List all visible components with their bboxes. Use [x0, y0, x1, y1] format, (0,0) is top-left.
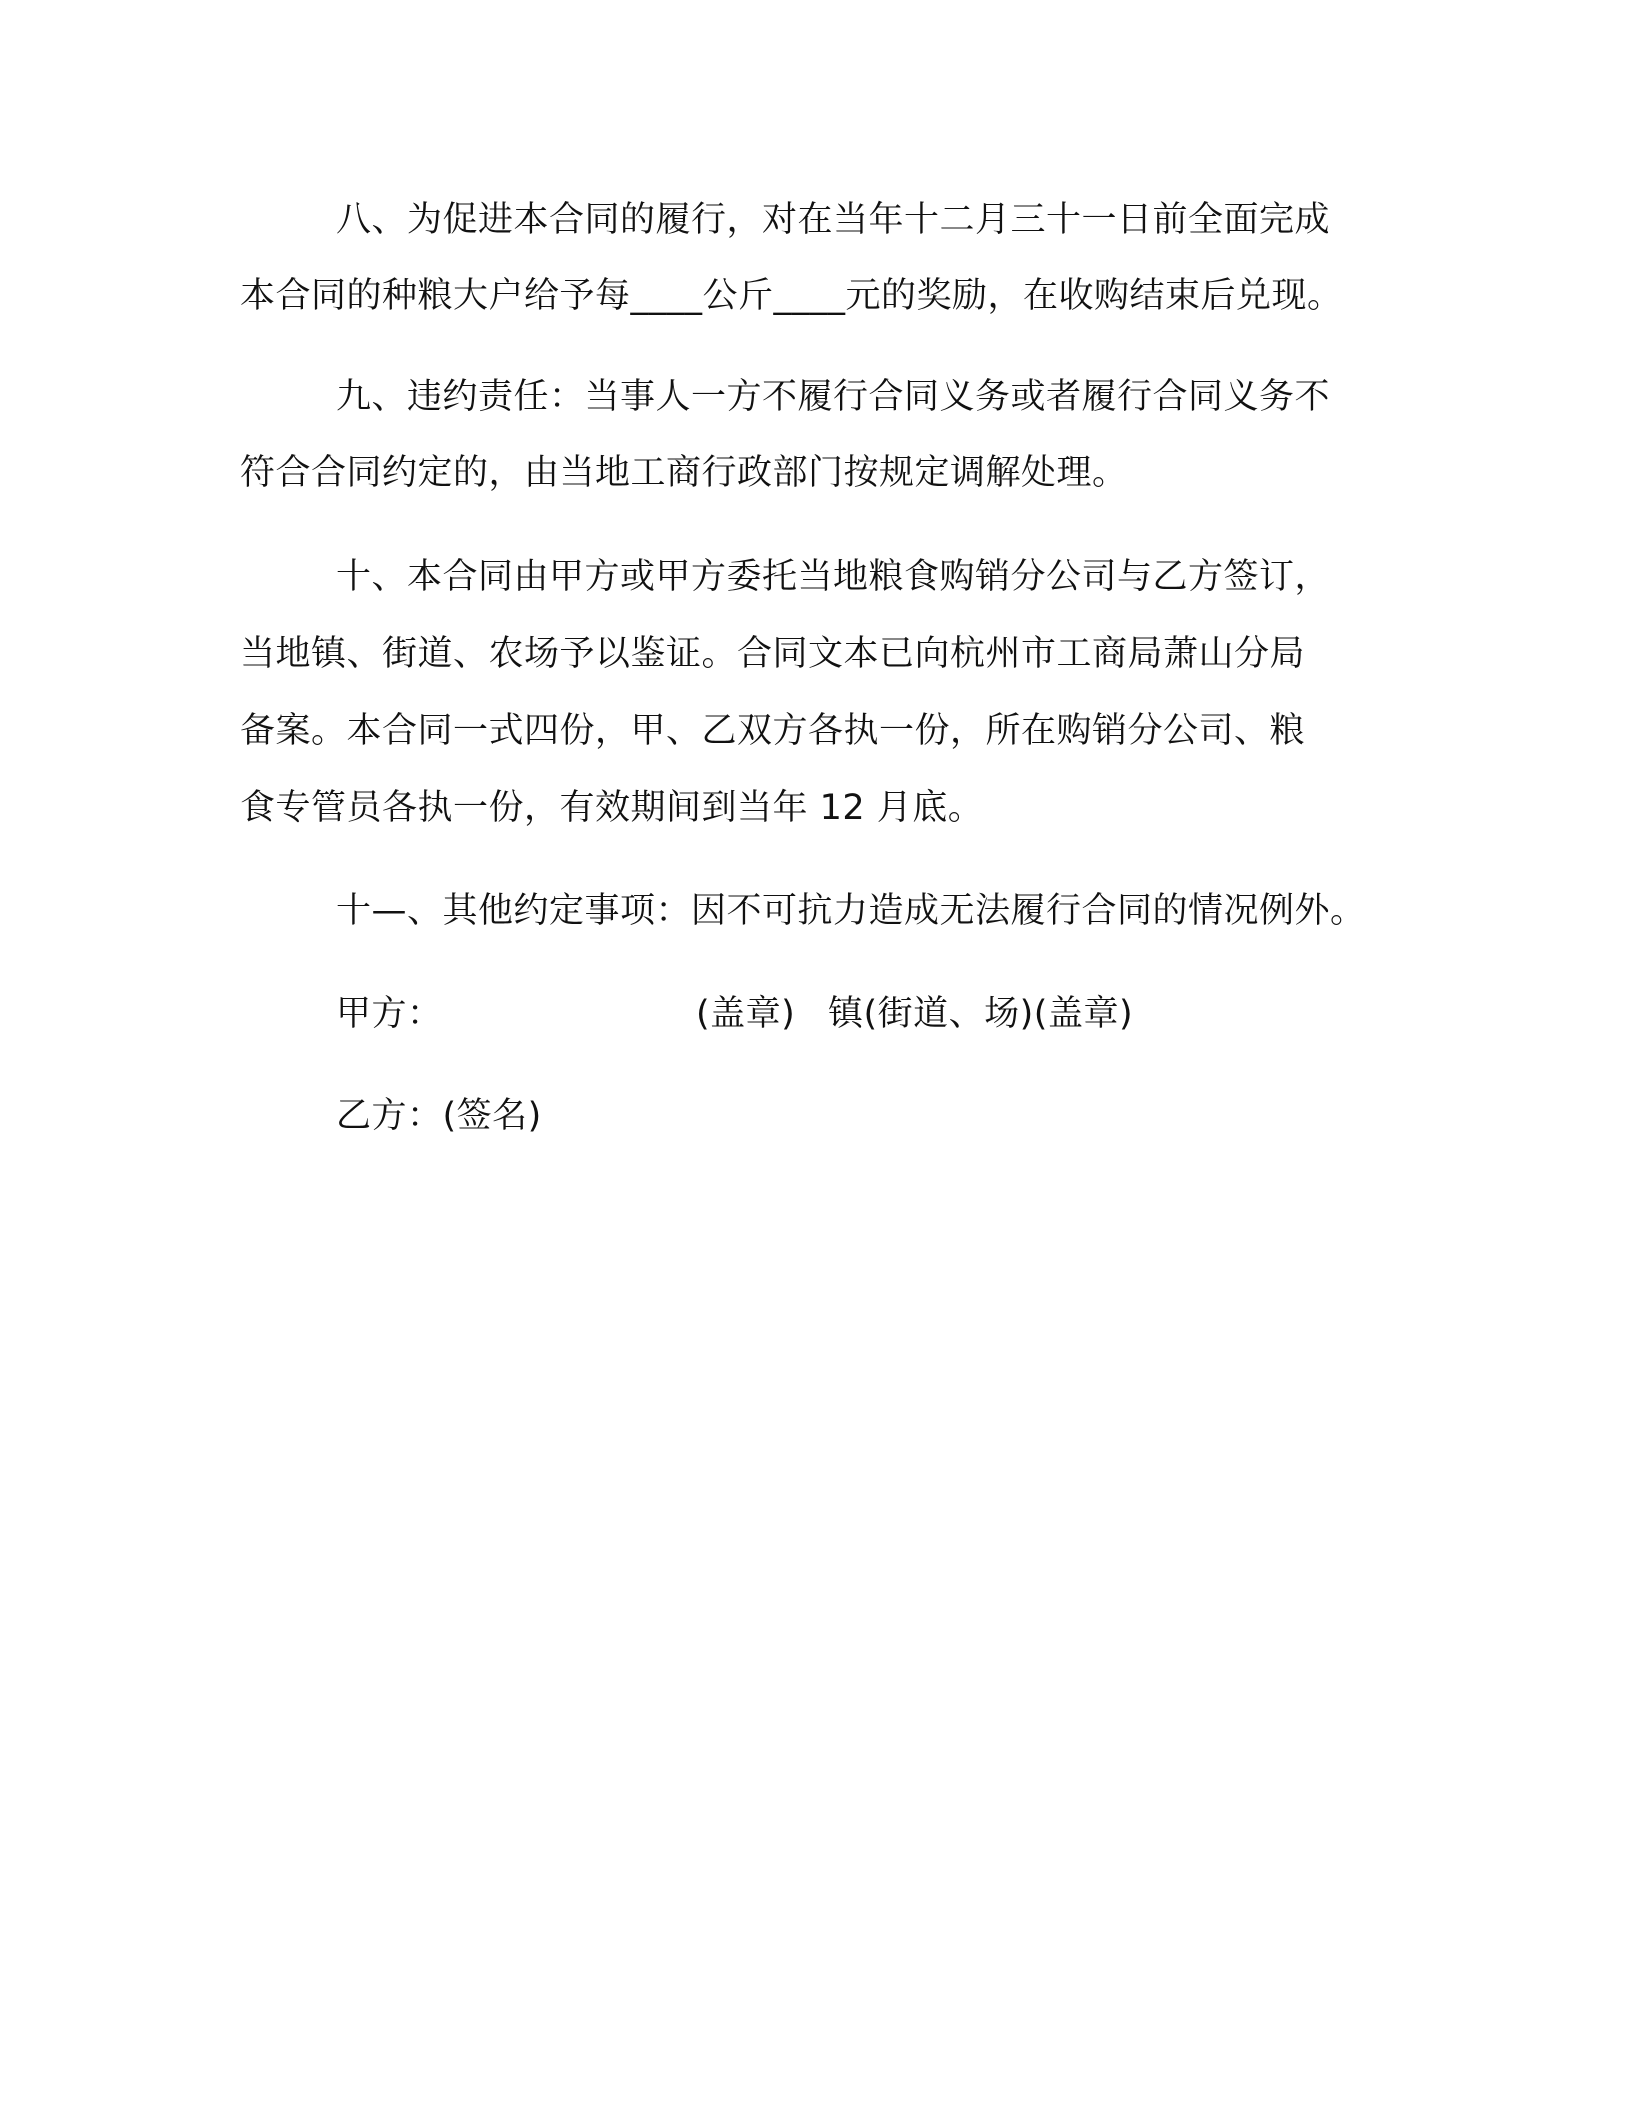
clause-11-line-1: 十—、其他约定事项：因不可抗力造成无法履行合同的情况例外。 — [336, 891, 1366, 931]
clause-8-line-2: 本合同的种粮大户给予每____公斤____元的奖励，在收购结束后兑现。 — [240, 276, 1343, 316]
signature-party-b: 乙方：(签名) — [336, 1096, 542, 1136]
party-a-label: 甲方： — [336, 994, 443, 1034]
clause-10-line-4: 食专管员各执一份，有效期间到当年 12 月底。 — [240, 788, 984, 828]
clause-10-line-2: 当地镇、街道、农场予以鉴证。合同文本已向杭州市工商局萧山分局 — [240, 634, 1306, 674]
signature-party-a — [336, 990, 1516, 1038]
clause-10-line-1: 十、本合同由甲方或甲方委托当地粮食购销分公司与乙方签订， — [336, 557, 1331, 597]
party-a-seal: (盖章) — [696, 994, 796, 1034]
clause-8-line-1: 八、为促进本合同的履行，对在当年十二月三十一日前全面完成 — [336, 200, 1331, 240]
clause-9-line-2: 符合合同约定的，由当地工商行政部门按规定调解处理。 — [240, 453, 1128, 493]
clause-10-line-3: 备案。本合同一式四份，甲、乙双方各执一份，所在购销分公司、粮 — [240, 711, 1306, 751]
town-seal: 镇(街道、场)(盖章) — [828, 994, 1134, 1034]
clause-9-line-1: 九、违约责任：当事人一方不履行合同义务或者履行合同义务不 — [336, 377, 1331, 417]
